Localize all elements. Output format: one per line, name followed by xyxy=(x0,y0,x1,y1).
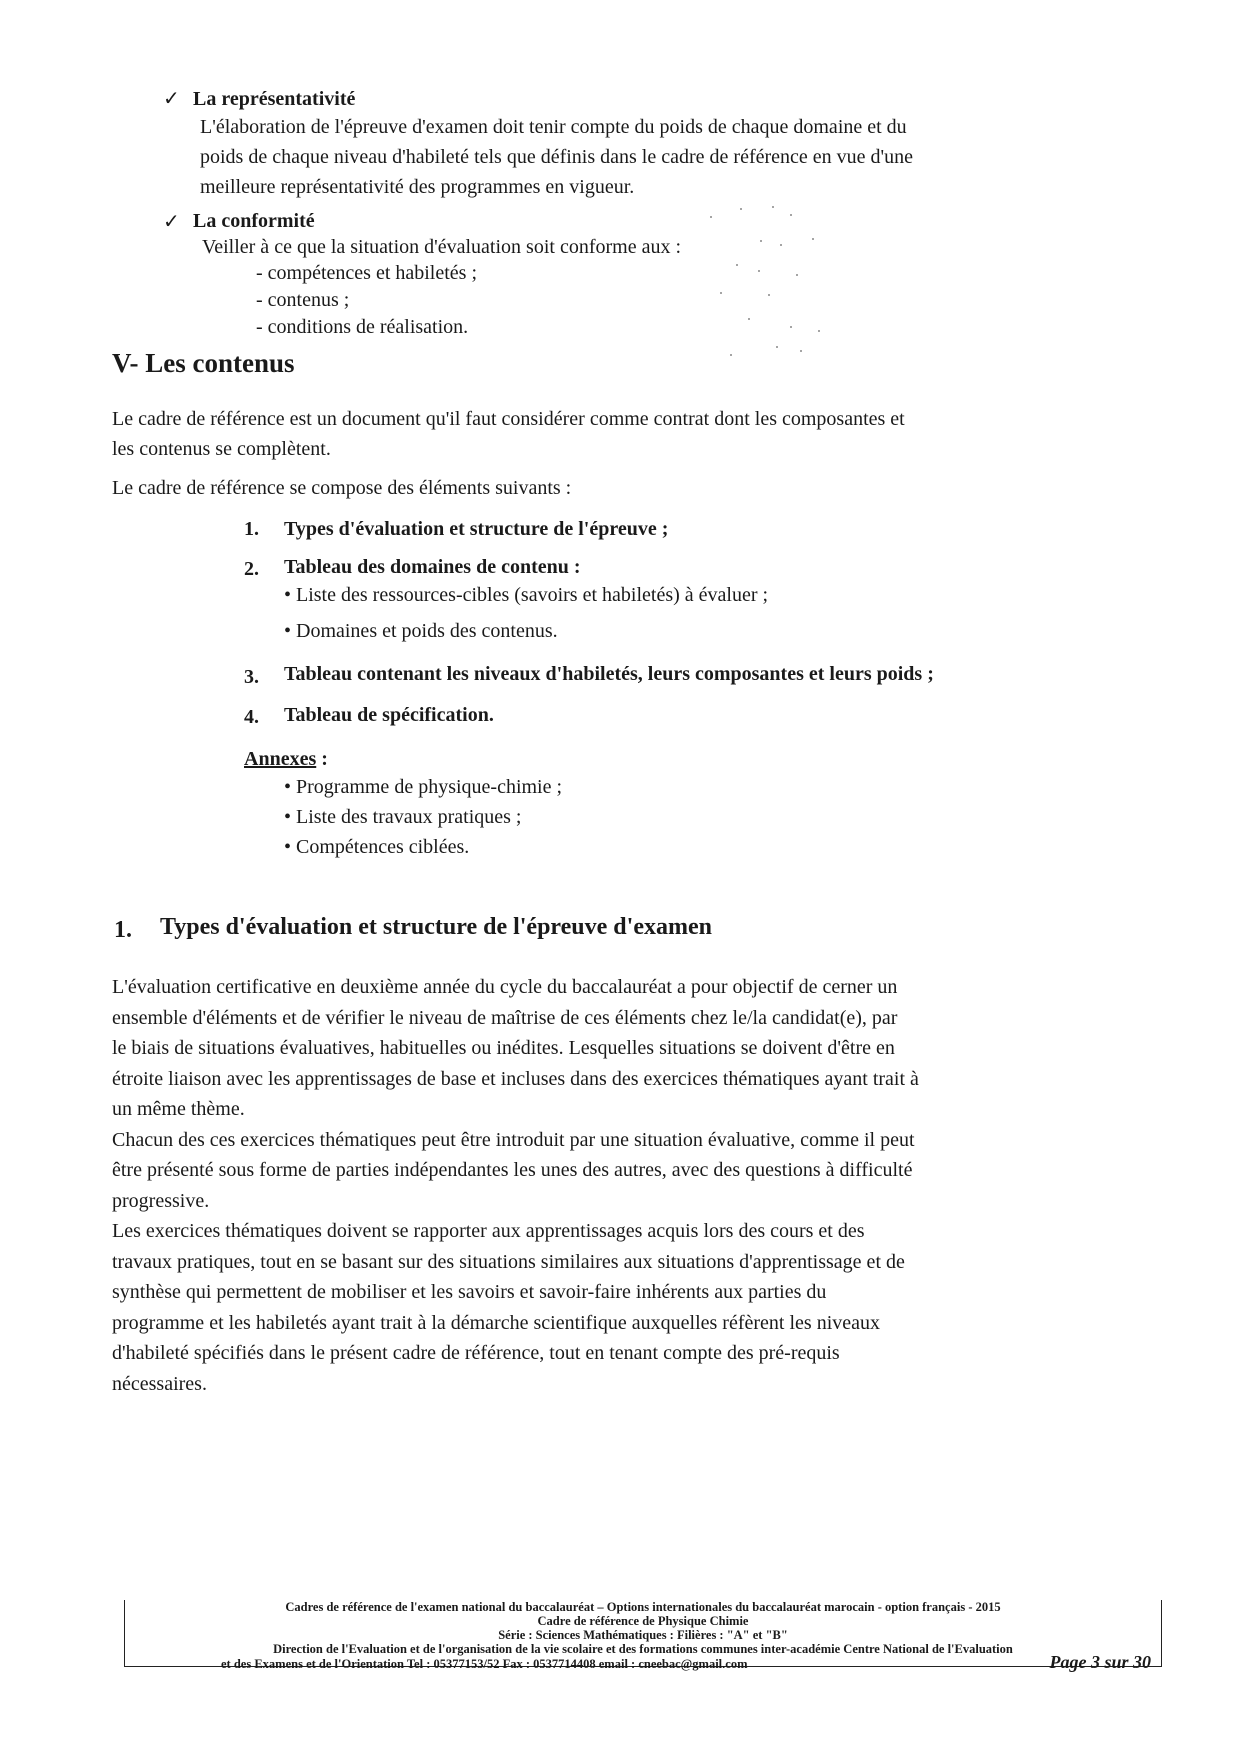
footer-line: Cadre de référence de Physique Chimie xyxy=(537,1614,749,1628)
text-line: ensemble d'éléments et de vérifier le niveau de maîtrise de ces éléments chez le/la candidat(e), par xyxy=(112,1006,898,1029)
list-item-heading: Tableau de spécification. xyxy=(284,704,494,726)
list-number: 4. xyxy=(244,706,259,728)
list-item: • Liste des travaux pratiques ; xyxy=(284,806,522,828)
list-item: - contenus ; xyxy=(256,289,350,311)
list-item-heading: Types d'évaluation et structure de l'épreuve ; xyxy=(284,518,669,540)
text-line: nécessaires. xyxy=(112,1372,207,1395)
conformite-list xyxy=(256,258,477,339)
page-number: Page 3 sur 30 xyxy=(1049,1652,1151,1672)
checkmark-icon: ✓ xyxy=(163,86,180,110)
text-line: progressive. xyxy=(112,1189,210,1212)
text-line: être présenté sous forme de parties indépendantes les unes des autres, avec des questions à difficulté xyxy=(112,1159,913,1181)
text-line: étroite liaison avec les apprentissages de base et incluses dans des exercices thématiques ayant trait à xyxy=(112,1067,919,1090)
list-item: • Programme de physique-chimie ; xyxy=(284,776,563,798)
text-line: d'habileté spécifiés dans le présent cadre de référence, tout en tenant compte des pré-requis xyxy=(112,1342,840,1364)
subsection-number: 1. xyxy=(114,917,132,943)
text-line: travaux pratiques, tout en se basant sur des situations similaires aux situations d'apprentissage et de xyxy=(112,1250,905,1273)
representativite-title: La représentativité xyxy=(193,88,356,110)
text-line: meilleure représentativité des programmes en vigueur. xyxy=(200,176,635,198)
scan-specks xyxy=(700,200,840,370)
text-line: L'élaboration de l'épreuve d'examen doit tenir compte du poids de chaque domaine et du xyxy=(200,116,907,138)
list-subitem: • Liste des ressources-cibles (savoirs et habiletés) à évaluer ; xyxy=(284,584,769,606)
list-subitem: • Domaines et poids des contenus. xyxy=(284,620,558,642)
section-intro-paragraph xyxy=(112,404,1122,464)
list-number: 1. xyxy=(244,518,259,540)
annexes-list xyxy=(284,772,562,862)
section-intro-2: Le cadre de référence se compose des éléments suivants : xyxy=(112,477,572,499)
list-item: - compétences et habiletés ; xyxy=(256,262,478,284)
conformite-title: La conformité xyxy=(193,210,315,232)
text-line: Chacun des ces exercices thématiques peut être introduit par une situation évaluative, comme il peut xyxy=(112,1128,915,1151)
list-number: 3. xyxy=(244,666,259,688)
body-paragraph xyxy=(112,972,1122,1399)
conformite-intro: Veiller à ce que la situation d'évaluation soit conforme aux : xyxy=(202,236,682,258)
footer-contact: et des Examens et de l'Orientation Tel : 05377153/52 Fax : 0537714408 email : cneebac@gmail.com xyxy=(221,1657,748,1671)
section-title: V- Les contenus xyxy=(112,348,295,378)
text-line: Le cadre de référence est un document qu'il faut considérer comme contrat dont les composantes et xyxy=(112,408,905,430)
annexes-colon: : xyxy=(316,748,328,770)
page-footer xyxy=(124,1600,1162,1672)
list-item-heading: Tableau des domaines de contenu : xyxy=(284,556,581,578)
subsection-title: Types d'évaluation et structure de l'épreuve d'examen xyxy=(160,914,712,940)
list-item-heading: Tableau contenant les niveaux d'habiletés, leurs composantes et leurs poids ; xyxy=(284,663,934,685)
footer-line: Direction de l'Evaluation et de l'organisation de la vie scolaire et des formations communes inter-académie Centre National de l'Evaluation xyxy=(273,1642,1013,1656)
text-line: un même thème. xyxy=(112,1098,245,1120)
list-item: • Compétences ciblées. xyxy=(284,836,470,858)
annexes-title: Annexes xyxy=(244,748,317,770)
text-line: les contenus se complètent. xyxy=(112,438,331,460)
representativite-paragraph xyxy=(200,112,1120,202)
text-line: poids de chaque niveau d'habileté tels que définis dans le cadre de référence en vue d'une xyxy=(200,146,914,168)
list-number: 2. xyxy=(244,558,259,580)
footer-line: Cadres de référence de l'examen national du baccalauréat – Options internationales du baccalauréat marocain - option français - 2015 xyxy=(285,1600,1001,1614)
text-line: programme et les habiletés ayant trait à la démarche scientifique auxquelles réfèrent les niveaux xyxy=(112,1311,880,1334)
text-line: L'évaluation certificative en deuxième année du cycle du baccalauréat a pour objectif de cerner un xyxy=(112,976,898,998)
checkmark-icon: ✓ xyxy=(163,209,180,233)
annexes-heading xyxy=(244,744,328,774)
text-line: synthèse qui permettent de mobiliser et les savoirs et savoir-faire inhérents aux parties du xyxy=(112,1281,827,1303)
text-line: Les exercices thématiques doivent se rapporter aux apprentissages acquis lors des cours et des xyxy=(112,1220,865,1242)
footer-line: Série : Sciences Mathématiques : Filières : "A" et "B" xyxy=(498,1628,788,1642)
text-line: le biais de situations évaluatives, habituelles ou inédites. Lesquelles situations se doivent d'être en xyxy=(112,1037,895,1059)
list-item: - conditions de réalisation. xyxy=(256,316,469,338)
